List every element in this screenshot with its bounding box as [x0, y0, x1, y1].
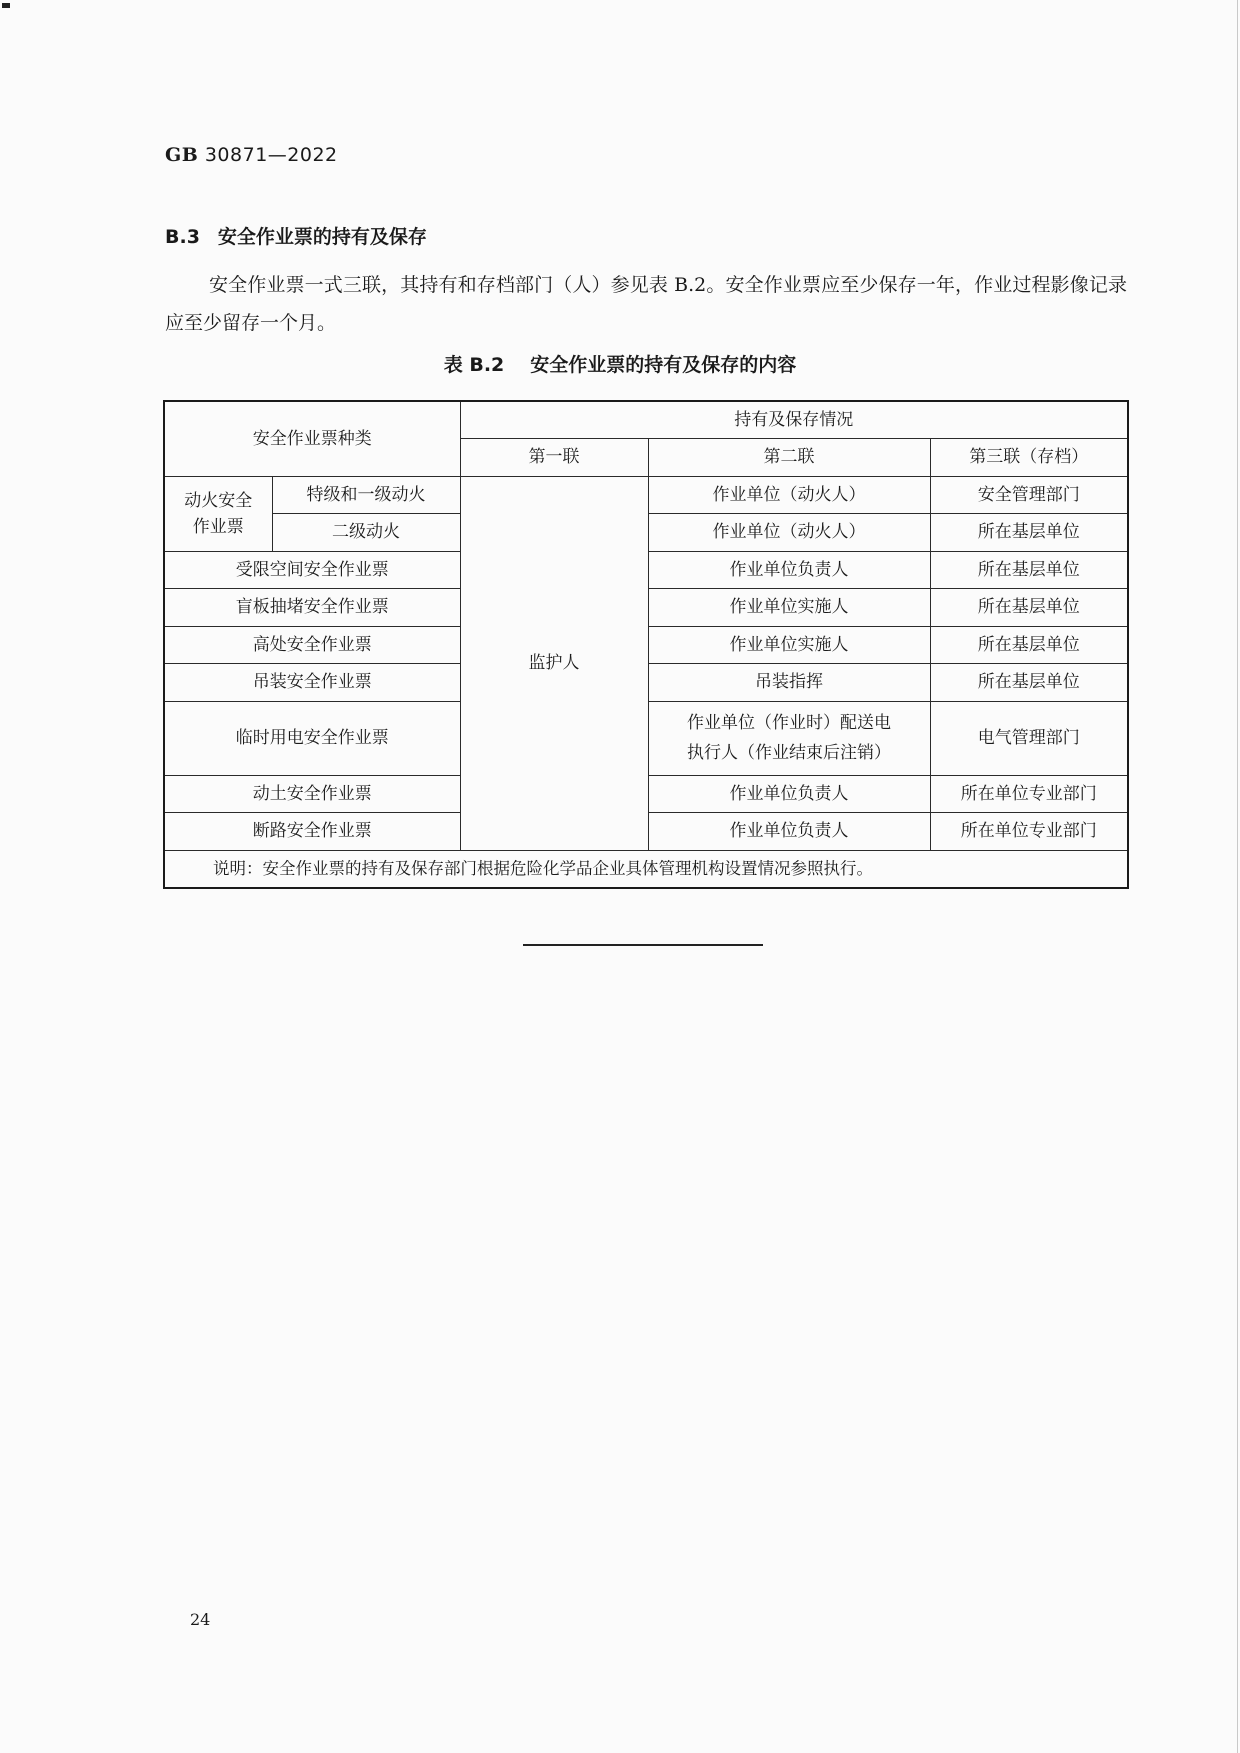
standard-code: GB	[165, 144, 199, 166]
second-copy-cell: 作业单位（作业时）配送电执行人（作业结束后注销）	[648, 701, 930, 775]
table-note: 说明：安全作业票的持有及保存部门根据危险化学品企业具体管理机构设置情况参照执行。	[164, 850, 1128, 888]
header-third-copy: 第三联（存档）	[930, 439, 1128, 477]
type-cell: 受限空间安全作业票	[164, 551, 460, 589]
second-copy-cell: 作业单位负责人	[648, 775, 930, 813]
end-rule	[523, 944, 763, 946]
standard-number	[165, 144, 338, 166]
table-header-row	[164, 401, 1128, 439]
second-copy-cell: 作业单位负责人	[648, 813, 930, 851]
third-copy-cell: 所在基层单位	[930, 664, 1128, 702]
table-number: 表 B.2	[443, 354, 505, 376]
holding-table	[163, 400, 1129, 889]
type-cell: 临时用电安全作业票	[164, 701, 460, 775]
section-number: B.3	[165, 226, 200, 248]
header-first-copy: 第一联	[460, 439, 648, 477]
header-group: 持有及保存情况	[460, 401, 1128, 439]
second-copy-cell: 作业单位（动火人）	[648, 476, 930, 514]
third-copy-cell: 所在单位专业部门	[930, 775, 1128, 813]
third-copy-cell: 所在单位专业部门	[930, 813, 1128, 851]
table-caption	[0, 350, 1240, 377]
type-cell: 高处安全作业票	[164, 626, 460, 664]
table-note-row	[164, 850, 1128, 888]
standard-number-value: 30871—2022	[204, 144, 338, 166]
second-copy-cell: 作业单位负责人	[648, 551, 930, 589]
section-heading	[165, 222, 427, 249]
header-type: 安全作业票种类	[164, 401, 460, 476]
second-copy-cell: 吊装指挥	[648, 664, 930, 702]
first-copy-holder: 监护人	[460, 476, 648, 850]
third-copy-cell: 所在基层单位	[930, 514, 1128, 552]
third-copy-cell: 所在基层单位	[930, 589, 1128, 627]
third-copy-cell: 所在基层单位	[930, 551, 1128, 589]
scan-corner-mark	[2, 3, 10, 8]
type-cell: 二级动火	[272, 514, 460, 552]
second-copy-cell: 作业单位实施人	[648, 589, 930, 627]
second-copy-cell: 作业单位（动火人）	[648, 514, 930, 552]
page-number: 24	[190, 1610, 211, 1629]
third-copy-cell: 安全管理部门	[930, 476, 1128, 514]
section-title: 安全作业票的持有及保存	[217, 226, 427, 248]
scan-edge-line	[1237, 0, 1238, 1753]
fire-group-cell: 动火安全作业票	[164, 476, 272, 551]
type-cell: 动土安全作业票	[164, 775, 460, 813]
section-paragraph: 安全作业票一式三联，其持有和存档部门（人）参见表 B.2。安全作业票应至少保存一年，作业过程影像记录应至少留存一个月。	[165, 274, 1127, 334]
table-row	[164, 476, 1128, 514]
table-title: 安全作业票的持有及保存的内容	[530, 354, 797, 376]
type-cell: 断路安全作业票	[164, 813, 460, 851]
type-cell: 特级和一级动火	[272, 476, 460, 514]
type-cell: 盲板抽堵安全作业票	[164, 589, 460, 627]
type-cell: 吊装安全作业票	[164, 664, 460, 702]
second-copy-cell: 作业单位实施人	[648, 626, 930, 664]
third-copy-cell: 电气管理部门	[930, 701, 1128, 775]
header-second-copy: 第二联	[648, 439, 930, 477]
third-copy-cell: 所在基层单位	[930, 626, 1128, 664]
